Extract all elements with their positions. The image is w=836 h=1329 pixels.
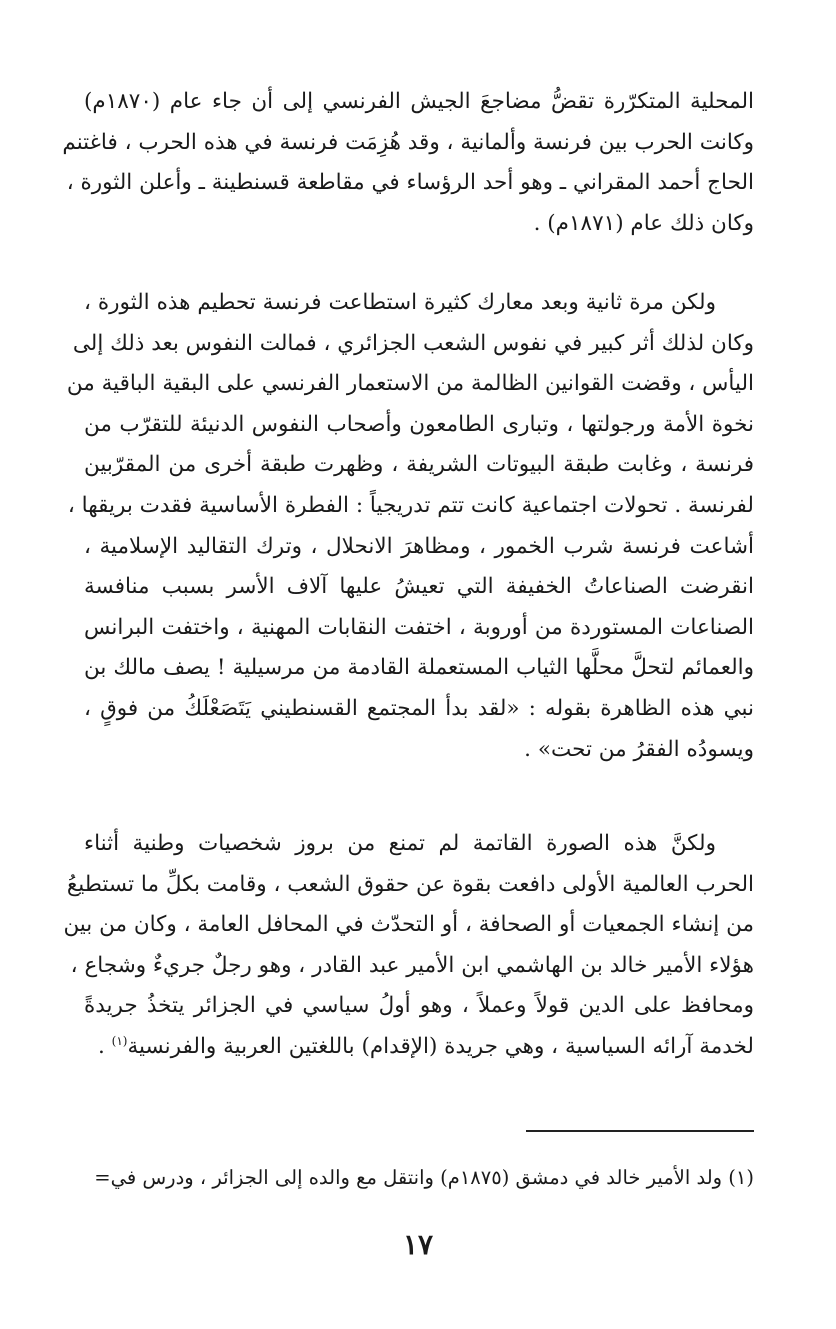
text-segment: . (97, 1033, 112, 1059)
text-line: ولكنَّ هذه الصورة القاتمة لم تمنع من بروز شخصيات وطنية أثناء (84, 831, 716, 856)
text-line: وكان لذلك أثر كبير في نفوس الشعب الجزائري ، فمالت النفوس بعد ذلك إلى (72, 330, 754, 356)
text-line: ولكن مرة ثانية وبعد معارك كثيرة استطاعت فرنسة تحطيم هذه الثورة ، (84, 290, 716, 315)
footnote-marker[interactable]: (١) (111, 1033, 128, 1048)
text-line: والعمائم لتحلَّ محلَّها الثياب المستعملة القادمة من مرسيلية ! يصف مالك بن (84, 655, 754, 681)
text-line: من إنشاء الجمعيات أو الصحافة ، أو التحدّث في المحافل العامة ، وكان من بين (63, 912, 754, 938)
text-line: اليأس ، وقضت القوانين الظالمة من الاستعمار الفرنسي على البقية الباقية من (66, 371, 754, 397)
text-line: الصناعات المستوردة من أوروبة ، اختفت النقابات المهنية ، واختفت البرانس (84, 614, 754, 640)
text-line: انقرضت الصناعاتُ الخفيفة التي تعيشُ عليها آلاف الأسر بسبب منافسة (84, 574, 754, 600)
text-line: لفرنسة . تحولات اجتماعية كانت تتم تدريجياً : الفطرة الأساسية فقدت بريقها ، (67, 492, 754, 518)
footnote: (١) ولد الأمير خالد في دمشق (١٨٧٥م) وانتقل مع والده إلى الجزائر ، ودرس في= (94, 1166, 754, 1189)
text-line: المحلية المتكرّرة تقضُّ مضاجعَ الجيش الفرنسي إلى أن جاء عام (١٨٧٠م) (84, 89, 754, 114)
paragraph-1 (62, 82, 754, 244)
text-line: وكانت الحرب بين فرنسة وألمانية ، وقد هُزِمَت فرنسة في هذه الحرب ، فاغتنم (62, 129, 754, 155)
text-line: وكان ذلك عام (١٨٧١م) . (533, 210, 754, 236)
text-line: نخوة الأمة ورجولتها ، وتبارى الطامعون وأصحاب النفوس الدنيئة للتقرّب من (84, 411, 754, 437)
page-number: ١٧ (402, 1228, 434, 1261)
text-line: ويسودُه الفقرُ من تحت» . (524, 736, 754, 762)
text-line (84, 1027, 754, 1068)
paragraph-2 (66, 283, 754, 770)
footnote-separator (526, 1130, 754, 1132)
text-line: الحرب العالمية الأولى دافعت بقوة عن حقوق الشعب ، وقامت بكلِّ ما تستطيعُ (66, 871, 754, 897)
text-line: فرنسة ، وغابت طبقة البيوتات الشريفة ، وظهرت طبقة أخرى من المقرّبين (84, 452, 754, 478)
text-line: نبي هذه الظاهرة بقوله : «لقد بدأ المجتمع القسنطيني يَتَصَعْلَكُ من فوقٍ ، (84, 695, 754, 721)
text-line: ومحافظ على الدين قولاً وعملاً ، وهو أولُ سياسي في الجزائر يتخذُ جريدةً (84, 993, 754, 1019)
text-line: الحاج أحمد المقراني ـ وهو أحد الرؤساء في مقاطعة قسنطينة ـ وأعلن الثورة ، (66, 170, 754, 196)
text-line: هؤلاء الأمير خالد بن الهاشمي ابن الأمير عبد القادر ، وهو رجلٌ جريءٌ وشجاع ، (70, 952, 754, 978)
paragraph-3 (63, 824, 754, 1068)
text-line: أشاعت فرنسة شرب الخمور ، ومظاهرَ الانحلال ، وترك التقاليد الإسلامية ، (84, 533, 754, 559)
text-segment: لخدمة آرائه السياسية ، وهي جريدة (الإقدام) باللغتين العربية والفرنسية (127, 1033, 754, 1059)
